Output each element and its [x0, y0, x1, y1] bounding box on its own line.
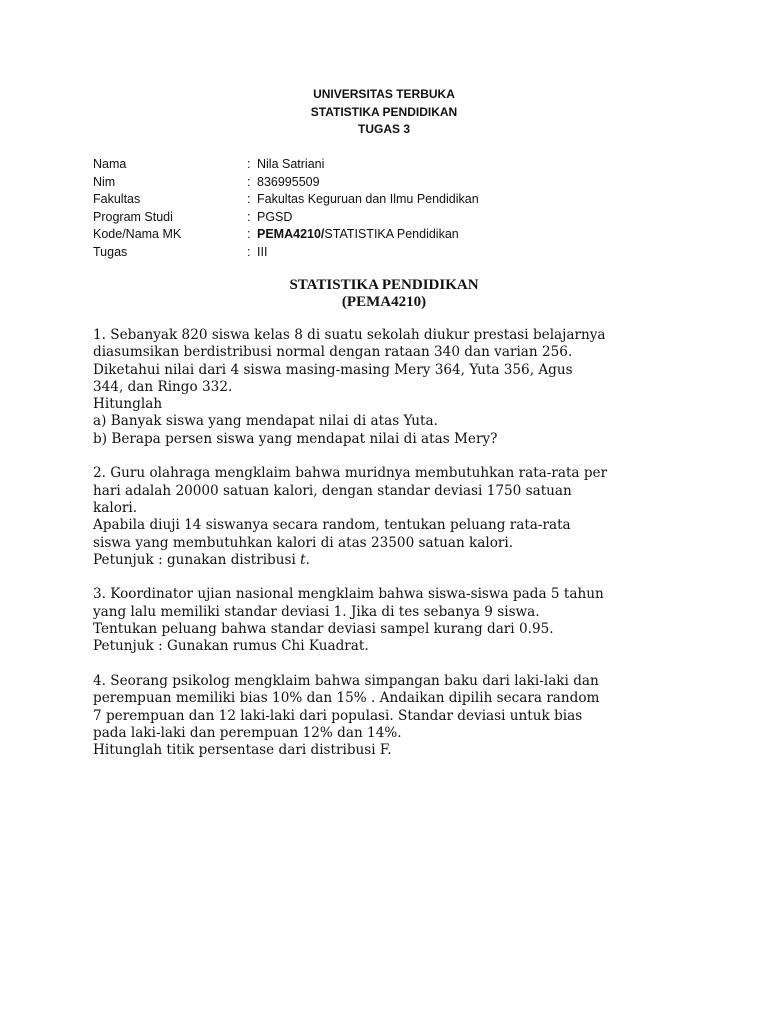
question-line: pada laki-laki dan perempuan 12% dan 14%.	[93, 724, 402, 741]
question-line: siswa yang membutuhkan kalori di atas 23500 satuan kalori.	[93, 534, 514, 551]
question-line: 2. Guru olahraga mengklaim bahwa muridnya membutuhkan rata-rata per	[93, 465, 608, 482]
question-line: a) Banyak siswa yang mendapat nilai di atas Yuta.	[93, 413, 438, 430]
section-title-line1: STATISTIKA PENDIDIKAN	[289, 277, 479, 293]
questions-body	[93, 327, 693, 777]
info-colon: :	[247, 174, 251, 189]
question-line: Petunjuk : Gunakan rumus Chi Kuadrat.	[93, 638, 369, 655]
question-4	[93, 673, 693, 759]
question-3	[93, 586, 693, 655]
question-line: Apabila diuji 14 siswanya secara random, tentukan peluang rata-rata	[93, 517, 571, 534]
course-name-value: STATISTIKA Pendidikan	[324, 227, 459, 241]
question-line: perempuan memiliki bias 10% dan 15% . Andaikan dipilih secara random	[93, 690, 600, 707]
question-line: Hitunglah titik persentase dari distribusi F.	[93, 742, 392, 759]
question-line: kalori.	[93, 499, 138, 516]
document-header	[0, 86, 768, 139]
info-label: Nama	[93, 157, 127, 171]
section-title-line2: (PEMA4210)	[341, 294, 427, 310]
question-2	[93, 465, 693, 569]
question-line: 4. Seorang psikolog mengklaim bahwa simpangan baku dari laki-laki dan	[93, 672, 599, 689]
question-line: Diketahui nilai dari 4 siswa masing-masing Mery 364, Yuta 356, Agus	[93, 361, 573, 378]
info-colon: :	[247, 192, 251, 206]
info-label: Tugas	[93, 244, 128, 259]
question-line: 1. Sebanyak 820 siswa kelas 8 di suatu sekolah diukur prestasi belajarnya	[93, 327, 606, 343]
university-name: UNIVERSITAS TERBUKA	[313, 87, 455, 101]
section-title	[0, 277, 768, 311]
info-value: Nila Satriani	[257, 157, 325, 171]
info-row-program-studi	[93, 209, 479, 227]
info-colon: :	[247, 244, 251, 259]
course-name: STATISTIKA PENDIDIKAN	[310, 104, 458, 119]
info-label: Program Studi	[93, 209, 173, 224]
question-line: Tentukan peluang bahwa standar deviasi sampel kurang dari 0.95.	[93, 621, 554, 638]
question-line: diasumsikan berdistribusi normal dengan rataan 340 dan varian 256.	[93, 344, 573, 361]
assignment-title: TUGAS 3	[357, 122, 410, 136]
question-line: 3. Koordinator ujian nasional mengklaim bahwa siswa-siswa pada 5 tahun	[93, 586, 604, 603]
question-hint	[93, 552, 693, 569]
info-row-kode-mk	[93, 226, 479, 244]
course-code: PEMA4210/	[257, 227, 325, 241]
info-value: III	[257, 244, 268, 259]
question-line: Hitunglah	[93, 396, 163, 413]
hint-suffix: .	[305, 551, 310, 568]
question-line: b) Berapa persen siswa yang mendapat nilai di atas Mery?	[93, 430, 498, 447]
info-label: Kode/Nama MK	[93, 227, 182, 241]
hint-italic: t	[300, 551, 306, 568]
hint-prefix: Petunjuk : gunakan distribusi	[93, 551, 301, 568]
info-colon: :	[247, 157, 251, 171]
student-info-table	[93, 156, 479, 261]
info-value: Fakultas Keguruan dan Ilmu Pendidikan	[257, 192, 479, 206]
question-line: 7 perempuan dan 12 laki-laki dari populasi. Standar deviasi untuk bias	[93, 707, 583, 724]
info-colon: :	[247, 209, 251, 224]
info-row-tugas	[93, 244, 479, 262]
info-label: Nim	[93, 174, 116, 189]
info-value	[257, 226, 459, 244]
info-row-fakultas	[93, 191, 479, 209]
info-row-nim	[93, 174, 479, 192]
question-line: yang lalu memiliki standar deviasi 1. Jika di tes sebanya 9 siswa.	[93, 603, 540, 620]
info-value: 836995509	[257, 174, 320, 189]
question-1	[93, 327, 693, 448]
info-label: Fakultas	[93, 192, 141, 206]
question-line: 344, dan Ringo 332.	[93, 378, 233, 395]
info-row-nama	[93, 156, 479, 174]
question-line: hari adalah 20000 satuan kalori, dengan standar deviasi 1750 satuan	[93, 482, 572, 499]
info-value: PGSD	[257, 209, 293, 224]
info-colon: :	[247, 227, 251, 241]
